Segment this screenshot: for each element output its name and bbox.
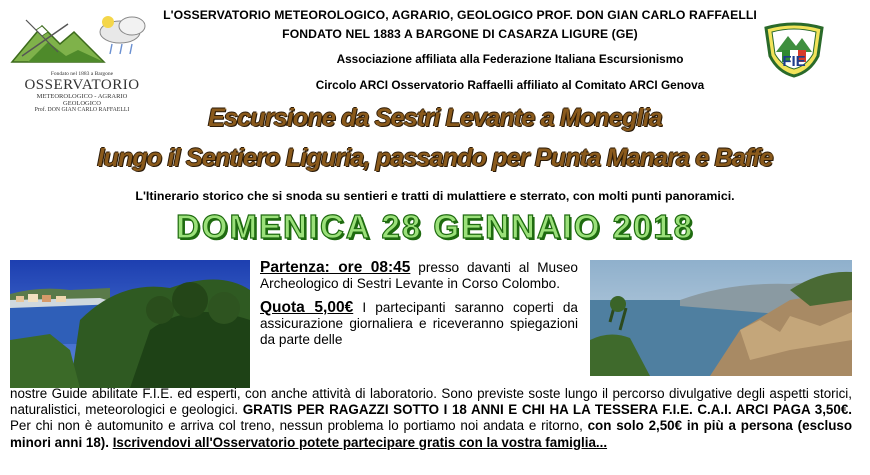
body-membership-note: Iscrivendovi all'Osservatorio potete partecipare gratis con la vostra famiglia... — [112, 434, 608, 450]
logo-founded: Fondato nel 1883 a Bargone — [50, 71, 114, 77]
body-free-for-minors: GRATIS PER RAGAZZI SOTTO I 18 ANNI E CHI HA LA TESSERA F.I.E. C.A.I. ARCI PAGA 3,50€. — [242, 402, 852, 418]
departure-label: Partenza: ore 08:45 — [260, 259, 411, 276]
departure-text: presso davanti al Museo Archeologico di Sestri Levante in Corso Colombo. — [260, 260, 578, 291]
info-block — [260, 260, 578, 348]
photo-sestri-levante-bay — [10, 260, 250, 388]
body-text-3: Per chi non è automunito e arriva col treno, nessun problema lo portiamo noi andata e ritorno, — [10, 418, 588, 434]
fie-text: FIE — [782, 53, 806, 70]
fie-shield-icon — [762, 22, 826, 78]
mountain-emblem — [8, 6, 156, 72]
logo-name: OSSERVATORIO — [24, 77, 140, 93]
fie-logo — [762, 22, 826, 78]
body-paragraph — [10, 386, 852, 451]
logo-sub1: METEOROLOGICO - AGRARIO — [36, 93, 128, 100]
departure-paragraph — [260, 260, 578, 292]
quota-paragraph — [260, 300, 578, 348]
header-line-4: Circolo ARCI Osservatorio Raffaelli affiliato al Comitato ARCI Genova — [315, 78, 705, 92]
quota-text: I partecipanti saranno coperti da assicurazione giornaliera e riceveranno spiegazioni da parte delle — [260, 300, 578, 347]
excursion-title-line-2: lungo il Sentiero Liguria, passando per Punta Manara e Baffe — [97, 144, 773, 172]
photo-coastal-cliffs — [590, 260, 852, 376]
itinerary-description: L'Itinerario storico che si snoda su sentieri e tratti di mulattiere e sterrato, con molti punti panoramici. — [135, 189, 735, 203]
excursion-title-line-1: Escursione da Sestri Levante a Moneglia — [208, 104, 662, 132]
header-line-3: Associazione affiliata alla Federazione Italiana Escursionismo — [336, 52, 684, 66]
header-line-1: L'OSSERVATORIO METEOROLOGICO, AGRARIO, GEOLOGICO PROF. DON GIAN CARLO RAFFAELLI — [163, 8, 757, 22]
logo-sub3: Prof. DON GIAN CARLO RAFFAELLI — [34, 107, 130, 113]
body-text-1: nostre Guide abilitate F.I.E. ed esperti, con anche attività di laboratorio. Sono previste soste lungo il percorso divulgative degli aspetti storici, naturalistici, meteorologici e geologici. — [10, 386, 852, 418]
body-train-cost: con solo 2,50€ in più a persona (escluso minori anni 18). — [10, 418, 852, 450]
quota-label: Quota 5,00€ — [260, 299, 354, 316]
observatory-logo — [8, 6, 156, 114]
logo-sub2: GEOLOGICO — [63, 100, 101, 107]
header-line-2: FONDATO NEL 1883 A BARGONE DI CASARZA LIGURE (GE) — [282, 27, 638, 41]
event-date: DOMENICA 28 GENNAIO 2018 — [175, 208, 695, 245]
